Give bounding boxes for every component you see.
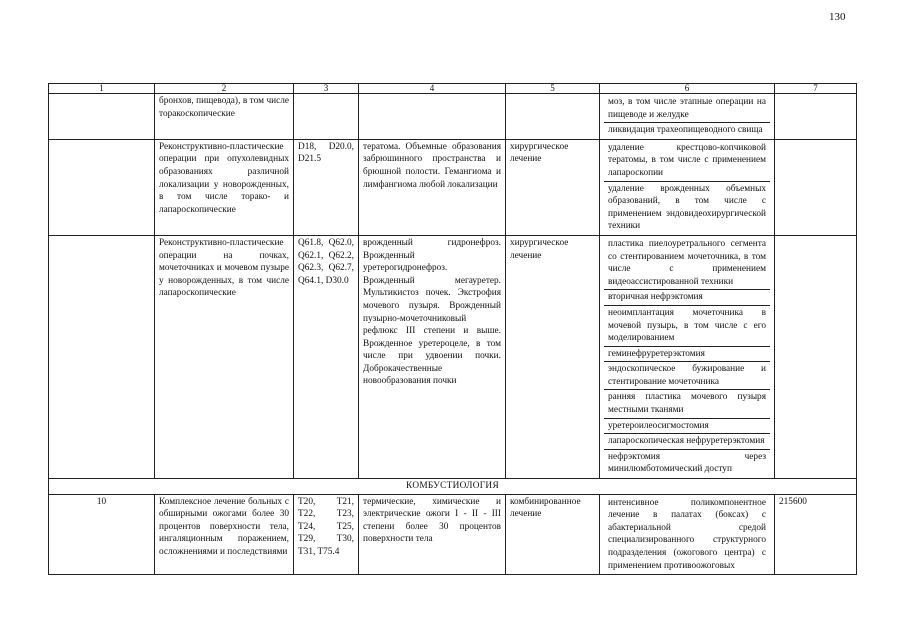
norm-cost-cell: [775, 94, 857, 140]
method-item: удаление крестцово-копчиковой тератомы, в том числе с применением лапароскопии: [608, 142, 766, 178]
procedure-group-cell: Реконструктивно-пластические операции на почках, мочеточниках и мочевом пузыре у новорожденных, в том числе лапароскопические: [155, 235, 294, 478]
table-row: [49, 494, 857, 575]
page-number: 130: [829, 11, 846, 23]
method-item: лапароскопическая нефруретерэктомия: [604, 433, 770, 449]
methods-cell: [600, 139, 775, 235]
row-number-cell: [49, 235, 155, 478]
method-item: моз, в том числе этапные операции на пищеводе и желудке: [608, 97, 766, 120]
table-row: [49, 94, 857, 140]
norm-cost-cell: [775, 139, 857, 235]
norm-cost-cell: 215600: [775, 494, 857, 575]
norm-cost-cell: [775, 235, 857, 478]
row-number-cell: 10: [49, 494, 155, 575]
procedures-table: [48, 83, 857, 575]
section-header-row: [49, 479, 857, 495]
column-number: 3: [294, 84, 359, 94]
methods-cell: [600, 94, 775, 140]
procedure-group-cell: Комплексное лечение больных с обширными ожогами более 30 процентов поверхности тела, ингаляционным поражением, осложнениями и последствиями: [155, 494, 294, 575]
row-number-cell: [49, 94, 155, 140]
method-item: вторичная нефрэктомия: [604, 289, 770, 305]
procedure-group-cell: бронхов, пищевода), в том числе торакоскопические: [155, 94, 294, 140]
column-number: 6: [600, 84, 775, 94]
icd-codes-cell: [294, 94, 359, 140]
method-item: ранняя пластика мочевого пузыря местными тканями: [604, 389, 770, 417]
treatment-type-cell: хирургическое лечение: [506, 235, 600, 478]
method-item: эндоскопическое бужирование и стентирование мочеточника: [604, 361, 770, 389]
column-number-row: [49, 84, 857, 94]
column-number: 4: [359, 84, 506, 94]
column-number: 7: [775, 84, 857, 94]
column-number: 2: [155, 84, 294, 94]
diagnosis-cell: [359, 94, 506, 140]
method-item: удаление врожденных объемных образований, в том числе с применением эндовидеохирургической техники: [604, 181, 770, 234]
procedure-group-cell: Реконструктивно-пластические операции при опухолевидных образованиях различной локализации у новорожденных, в том числе торако- и лапароскопические: [155, 139, 294, 235]
treatment-type-cell: комбинированное лечение: [506, 494, 600, 575]
method-item: нефрэктомия через минилюмботомический доступ: [604, 449, 770, 477]
method-item: ликвидация трахеопищеводного свища: [604, 122, 770, 138]
diagnosis-cell: врожденный гидронефроз. Врожденный уретерогидронефроз. Врожденный мегауретер. Мультикистоз почек. Экстрофия мочевого пузыря. Врожденный пузырно-мочеточниковый рефлюкс III степени и выше. Врожденное уретероцеле, в том числе при удвоении почки. Доброкачественные новообразования почки: [359, 235, 506, 478]
icd-codes-cell: Q61.8, Q62.0, Q62.1, Q62.2, Q62.3, Q62.7, Q64.1, D30.0: [294, 235, 359, 478]
table-row: [49, 235, 857, 478]
icd-codes-cell: D18, D20.0, D21.5: [294, 139, 359, 235]
method-item: пластика пиелоуретрального сегмента со стентированием мочеточника, в том числе с применением видеоассистированной техники: [608, 238, 766, 287]
treatment-type-cell: хирургическое лечение: [506, 139, 600, 235]
column-number: 5: [506, 84, 600, 94]
icd-codes-cell: T20, T21, T22, T23, T24, T25, T29, T30, T31, T75.4: [294, 494, 359, 575]
method-item: геминефруретерэктомия: [604, 346, 770, 362]
table-row: [49, 139, 857, 235]
methods-cell: [600, 235, 775, 478]
section-title: КОМБУСТИОЛОГИЯ: [49, 479, 857, 495]
column-number: 1: [49, 84, 155, 94]
diagnosis-cell: термические, химические и электрические ожоги I - II - III степени более 30 процентов поверхности тела: [359, 494, 506, 575]
method-item: неоимплантация мочеточника в мочевой пузырь, в том числе с его моделированием: [604, 305, 770, 346]
method-item: уретероилеосигмостомия: [604, 418, 770, 434]
row-number-cell: [49, 139, 155, 235]
methods-cell: [600, 494, 775, 575]
diagnosis-cell: тератома. Объемные образования забрюшинного пространства и брюшной полости. Гемангиома и лимфангиома любой локализации: [359, 139, 506, 235]
treatment-type-cell: [506, 94, 600, 140]
method-item: интенсивное поликомпонентное лечение в палатах (боксах) с абактериальной средой специализированного структурного подразделения (ожогового центра) с применением противоожоговых: [608, 497, 766, 571]
